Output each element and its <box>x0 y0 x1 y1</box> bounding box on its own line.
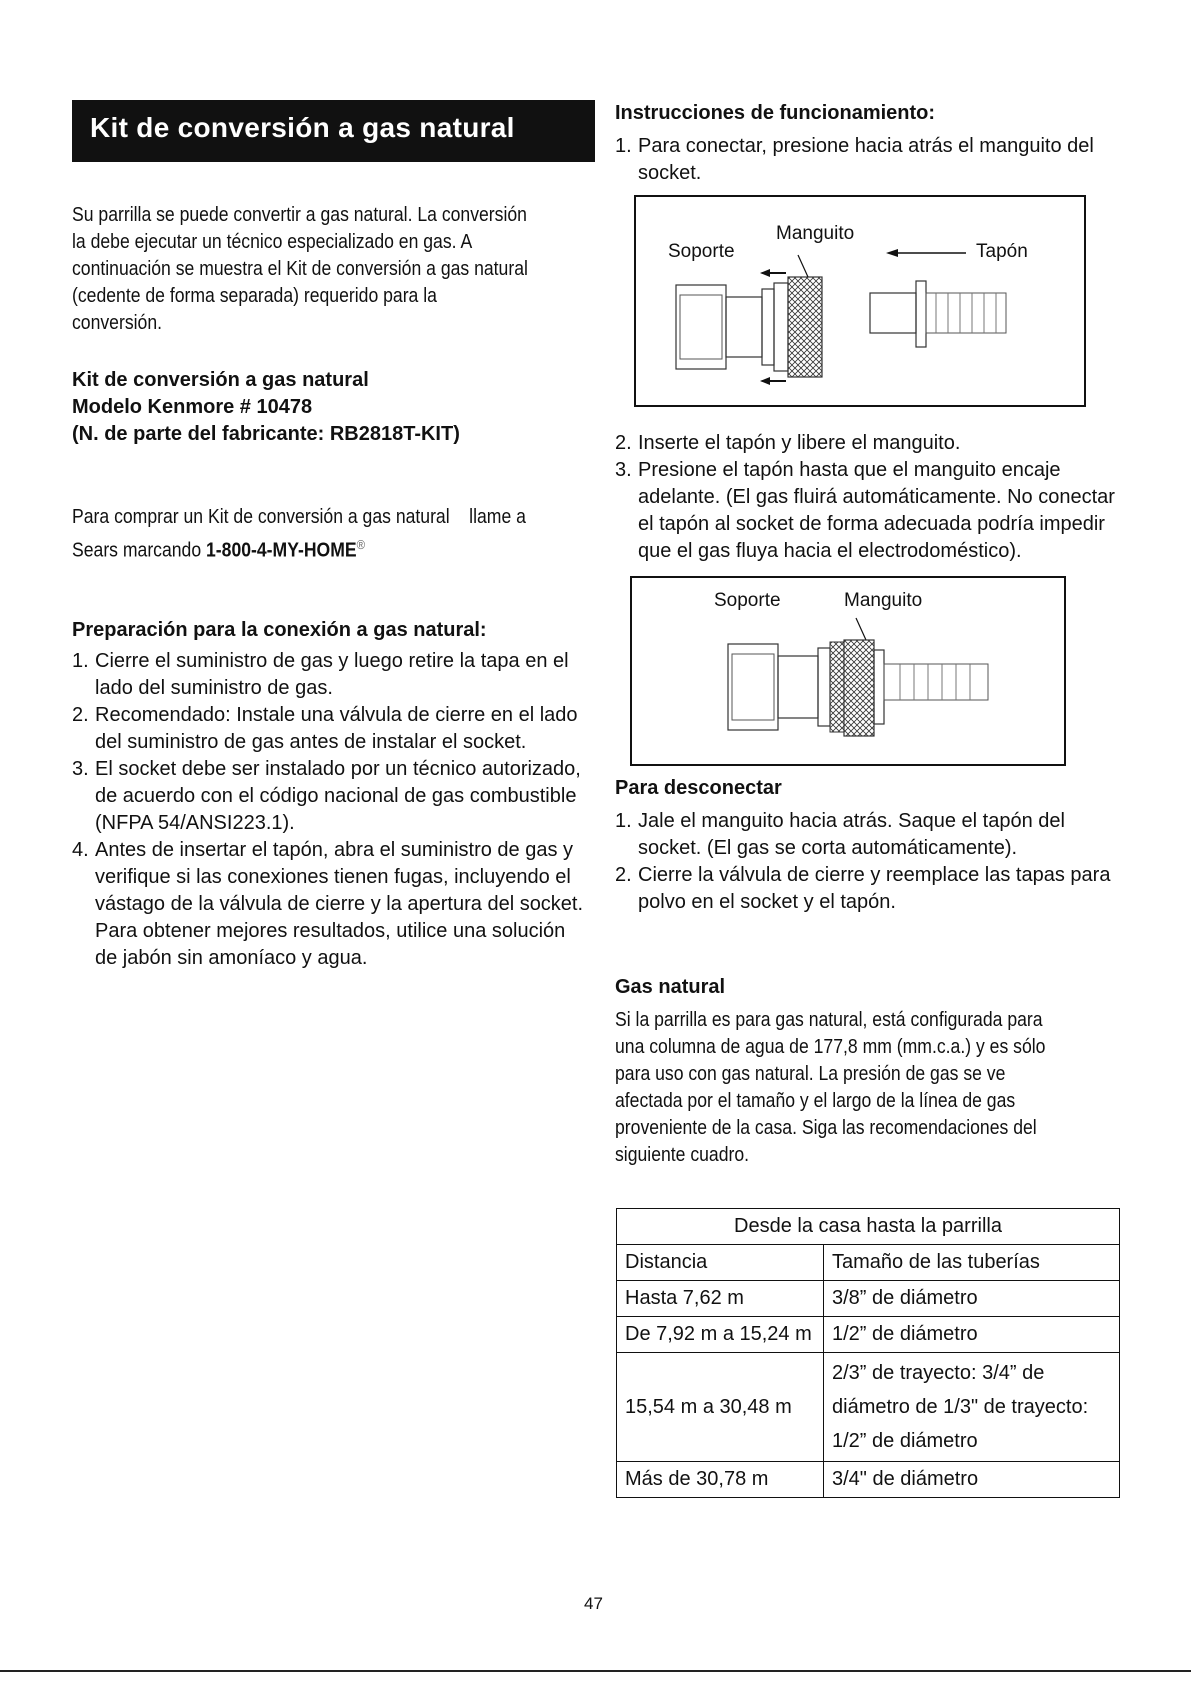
connect-diagram <box>634 195 1086 407</box>
list-item <box>72 756 592 837</box>
disconnect-heading: Para desconectar <box>615 777 782 799</box>
diagram2-soporte-label: Soporte <box>714 590 781 611</box>
connected-diagram <box>630 576 1066 766</box>
diagram1-soporte-label: Soporte <box>668 241 735 262</box>
list-item <box>615 133 1095 187</box>
diagram1-manguito-label: Manguito <box>776 223 855 244</box>
step-text: Jale el manguito hacia atrás. Saque el tapón del socket. (El gas se corta automáticamente). <box>638 810 1065 859</box>
kit-line-2: Modelo Kenmore # 10478 <box>72 396 313 418</box>
operation-heading: Instrucciones de funcionamiento: <box>615 102 936 124</box>
step-text: El socket debe ser instalado por un técnico autorizado, de acuerdo con el código nacional de gas combustible (NFPA 54/ANSI223.1). <box>95 757 581 834</box>
kit-info <box>72 367 572 448</box>
list-item <box>615 862 1115 916</box>
coupler-connected-drawing <box>632 578 1064 764</box>
step-number: 1. <box>615 810 632 832</box>
table-row <box>617 1281 1120 1317</box>
step-number: 2. <box>615 864 632 886</box>
left-column <box>72 100 584 972</box>
table-cell: 3/8” de diámetro <box>824 1281 1120 1317</box>
table-row <box>617 1353 1120 1462</box>
step-number: 3. <box>615 459 632 481</box>
table-cell: 1/2” de diámetro <box>824 1317 1120 1353</box>
purchase-paragraph <box>72 504 531 565</box>
table-header-distance: Distancia <box>617 1245 824 1281</box>
table-row <box>617 1462 1120 1498</box>
list-item <box>615 808 1115 862</box>
natural-gas-section <box>615 974 1115 1169</box>
disconnect-section <box>615 775 1115 916</box>
step-text: Inserte el tapón y libere el manguito. <box>638 432 961 454</box>
step-text: Para conectar, presione hacia atrás el manguito del socket. <box>638 135 1094 184</box>
prep-steps <box>72 648 592 972</box>
diagram1-tapon-label: Tapón <box>976 241 1028 262</box>
table-cell: 15,54 m a 30,48 m <box>617 1353 824 1462</box>
list-item <box>72 648 592 702</box>
list-item <box>615 430 1115 457</box>
operation-steps <box>615 430 1115 565</box>
step-number: 3. <box>72 757 89 780</box>
intro-paragraph: Su parrilla se puede convertir a gas natural. La conversión la debe ejecutar un técnico especializado en gas. A continuación se muestra el Kit de conversión a gas natural (cedente de forma separada) requerido para la conversión. <box>72 204 528 334</box>
step-number: 2. <box>615 432 632 454</box>
list-item <box>615 457 1115 565</box>
step-text: Antes de insertar el tapón, abra el suministro de gas y verifique si las conexiones tienen fugas, incluyendo el vástago de la válvula de cierre y la apertura del socket. Para obtener mejores resultados, utilice una solución de jabón sin amoníaco y agua. <box>95 838 584 969</box>
kit-line-3: (N. de parte del fabricante: RB2818T-KIT) <box>72 423 460 445</box>
table-cell: Hasta 7,62 m <box>617 1281 824 1317</box>
step-text: Cierre el suministro de gas y luego retire la tapa en el lado del suministro de gas. <box>95 649 569 699</box>
diagram2-manguito-label: Manguito <box>844 590 923 611</box>
list-item <box>72 702 592 756</box>
bottom-rule <box>0 1670 1191 1672</box>
step-number: 1. <box>615 135 632 157</box>
step-text: Recomendado: Instale una válvula de cierre en el lado del suministro de gas antes de instalar el socket. <box>95 703 578 753</box>
page-number: 47 <box>584 1594 603 1613</box>
purchase-phone: 1-800-4-MY-HOME <box>206 539 357 562</box>
kit-line-1: Kit de conversión a gas natural <box>72 369 369 391</box>
purchase-text: Para comprar un Kit de conversión a gas natural llame a Sears marcando <box>72 506 531 562</box>
step-text: Presione el tapón hasta que el manguito encaje adelante. (El gas fluirá automáticamente. No conectar el tapón al socket de forma adecuada podría impedir que el gas fluya hacia el electrodoméstico). <box>638 459 1115 562</box>
registered-mark: ® <box>356 537 366 552</box>
prep-heading: Preparación para la conexión a gas natural: <box>72 618 487 641</box>
step-number: 1. <box>72 649 89 672</box>
table-cell: Más de 30,78 m <box>617 1462 824 1498</box>
list-item <box>72 837 592 972</box>
table-cell: 2/3” de trayecto: 3/4” de diámetro de 1/3" de trayecto: 1/2” de diámetro <box>824 1353 1120 1462</box>
right-column <box>615 100 1125 187</box>
pipe-size-table <box>616 1208 1120 1498</box>
step-number: 4. <box>72 838 89 861</box>
section-title: Kit de conversión a gas natural <box>72 100 595 162</box>
table-caption: Desde la casa hasta la parrilla <box>617 1209 1120 1245</box>
step-text: Cierre la válvula de cierre y reemplace las tapas para polvo en el socket y el tapón. <box>638 864 1111 913</box>
natural-gas-heading: Gas natural <box>615 976 726 998</box>
operation-step-1 <box>615 133 1095 187</box>
step-number: 2. <box>72 703 89 726</box>
table-row <box>617 1317 1120 1353</box>
table-cell: De 7,92 m a 15,24 m <box>617 1317 824 1353</box>
table-header-row <box>617 1245 1120 1281</box>
natural-gas-paragraph: Si la parrilla es para gas natural, está configurada para una columna de agua de 177,8 mm (mm.c.a.) y es sólo para uso con gas natural. La presión de gas se ve afectada por el tamaño y el largo de la línea de gas proveniente de la casa. Siga las recomendaciones del siguiente cuadro. <box>615 1009 1046 1166</box>
table-caption-row <box>617 1209 1120 1245</box>
coupler-drawing <box>636 197 1084 405</box>
table-cell: 3/4" de diámetro <box>824 1462 1120 1498</box>
table-header-size: Tamaño de las tuberías <box>824 1245 1120 1281</box>
disconnect-steps <box>615 808 1115 916</box>
